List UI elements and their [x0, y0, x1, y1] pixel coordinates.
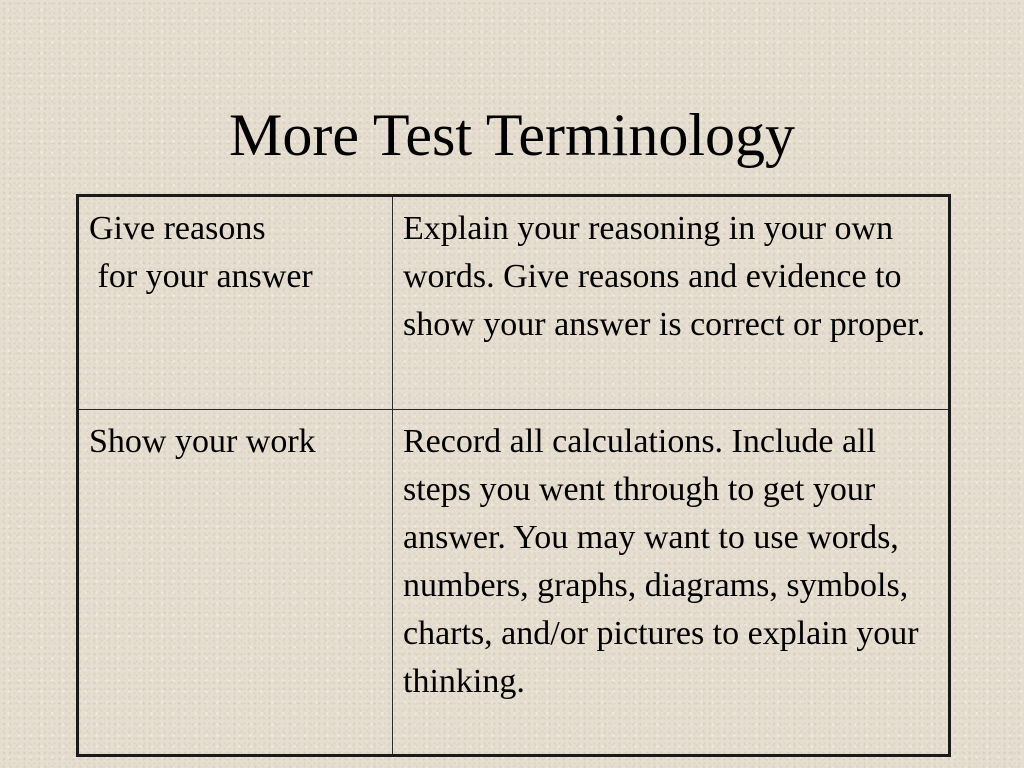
terminology-table [76, 194, 951, 757]
definition-text: Explain your reasoning in your own words. Give reasons and evidence to show your answer is correct or proper. [403, 210, 926, 343]
definition-cell [393, 410, 950, 756]
table-row [78, 410, 950, 756]
term-cell [78, 410, 393, 756]
definition-cell [393, 196, 950, 410]
term-text: Give reasons [89, 210, 266, 247]
term-text: Show your work [89, 423, 316, 460]
term-cell [78, 196, 393, 410]
term-text: for your answer [89, 258, 313, 295]
table-row [78, 196, 950, 410]
slide-title: More Test Terminology [229, 102, 795, 168]
definition-text: Record all calculations. Include all steps you went through to get your answer. You may want to use words, numbers, graphs, diagrams, symbols, charts, and/or pictures to explain your thinking. [403, 423, 919, 700]
